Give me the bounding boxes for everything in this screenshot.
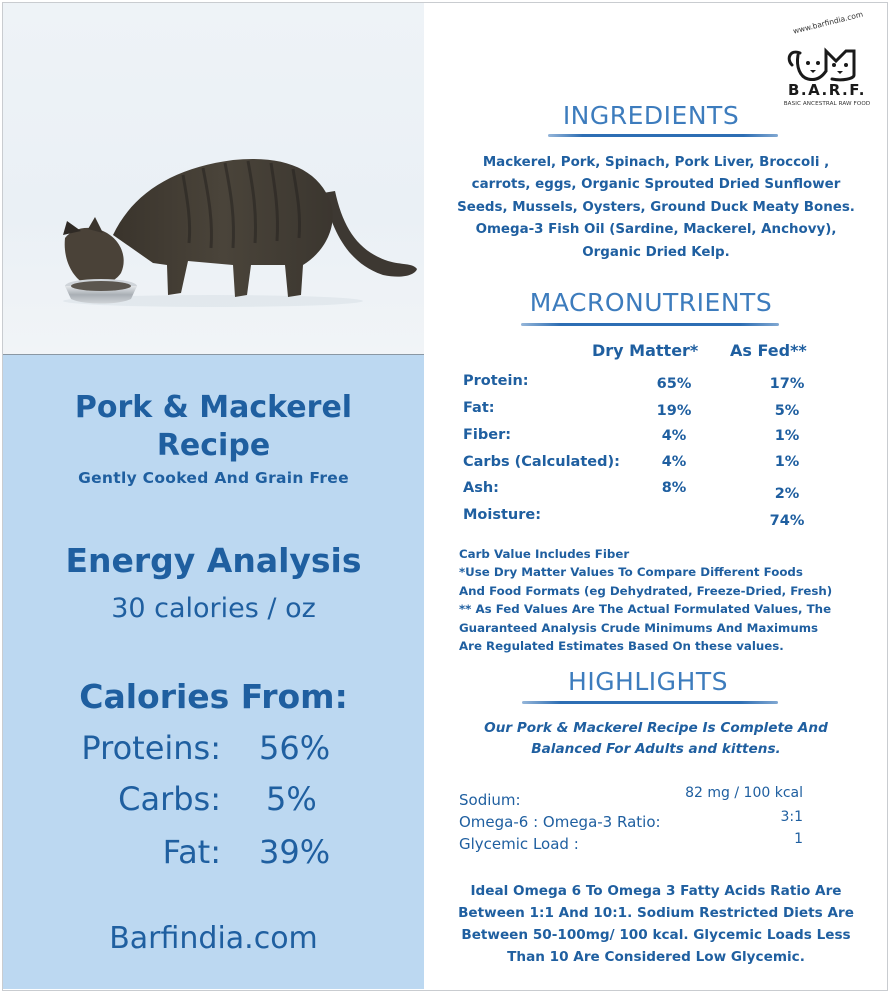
calories-value: 39% — [259, 833, 331, 871]
ingredients-heading: INGREDIENTS — [562, 101, 740, 130]
macro-dry-matter: 8% — [661, 480, 687, 496]
macro-as-fed: 5% — [774, 403, 800, 419]
calories-label: Carbs: — [118, 780, 221, 818]
macro-label: Fat: — [463, 400, 495, 416]
ingredients-line: Organic Dried Kelp. — [582, 244, 730, 260]
macro-as-fed: 74% — [769, 513, 805, 529]
recipe-info-panel — [3, 355, 424, 989]
highlight-value: 1 — [794, 831, 803, 847]
highlight-label: Omega-6 : Omega-3 Ratio: — [459, 813, 661, 831]
macro-label: Fiber: — [463, 427, 512, 443]
footnote-line: ** As Fed Values Are The Actual Formulated Values, The — [459, 602, 832, 617]
ingredients-line: Mackerel, Pork, Spinach, Pork Liver, Broccoli , — [482, 155, 830, 170]
highlights-underline — [522, 701, 778, 704]
calories-label: Proteins: — [81, 729, 221, 767]
calories-from-heading: Calories From: — [79, 677, 348, 716]
highlight-label: Glycemic Load : — [459, 835, 579, 853]
macro-label: Protein: — [463, 373, 529, 389]
recipe-title-line2: Recipe — [156, 428, 271, 463]
right-column — [425, 3, 887, 989]
logo-brand: B.A.R.F. — [788, 81, 866, 99]
ingredients-line: Seeds, Mussels, Oysters, Ground Duck Meaty Bones. — [457, 199, 855, 215]
macronutrients-heading: MACRONUTRIENTS — [529, 288, 773, 317]
ingredients-underline — [548, 134, 778, 137]
macro-as-fed: 17% — [769, 376, 805, 392]
macro-as-fed: 2% — [774, 486, 800, 502]
footnote-line: Carb Value Includes Fiber — [459, 547, 630, 561]
macro-dry-matter: 4% — [661, 454, 687, 470]
macro-dry-matter: 19% — [656, 403, 692, 419]
macro-as-fed: 1% — [774, 454, 800, 470]
recipe-title-line1: Pork & Mackerel — [74, 390, 353, 425]
dry-matter-column-header: Dry Matter* — [592, 341, 699, 360]
recipe-title — [3, 389, 424, 465]
dog-cat-face-icon — [782, 45, 872, 85]
highlight-value: 3:1 — [780, 809, 803, 825]
closing-line: Ideal Omega 6 To Omega 3 Fatty Acids Ratio Are — [470, 883, 842, 899]
footnote-line: *Use Dry Matter Values To Compare Different Foods — [459, 565, 803, 580]
footnote-line: And Food Formats (eg Dehydrated, Freeze-Dried, Fresh) — [459, 583, 833, 598]
highlights-statement-line: Balanced For Adults and kittens. — [531, 741, 781, 757]
logo-url: www.barfindia.com — [792, 9, 864, 36]
footnote-line: Are Regulated Estimates Based On these values. — [459, 639, 784, 654]
energy-value: 30 calories / oz — [111, 593, 316, 624]
left-column — [3, 3, 424, 989]
cat-photo — [3, 3, 424, 355]
calories-value: 5% — [266, 780, 317, 818]
energy-analysis-heading: Energy Analysis — [65, 541, 362, 580]
as-fed-column-header: As Fed** — [730, 341, 807, 360]
macro-dry-matter: 65% — [656, 376, 692, 392]
ingredients-line: carrots, eggs, Organic Sprouted Dried Sunflower — [471, 177, 841, 193]
macro-as-fed: 1% — [774, 428, 800, 444]
website-link[interactable]: Barfindia.com — [109, 921, 318, 956]
macro-label: Moisture: — [463, 507, 542, 523]
calories-value: 56% — [259, 729, 331, 767]
macro-label: Carbs (Calculated): — [463, 454, 620, 470]
highlights-heading: HIGHLIGHTS — [568, 667, 728, 696]
barf-logo — [782, 9, 882, 113]
highlights-closing-note — [425, 880, 887, 968]
closing-line: Than 10 Are Considered Low Glycemic. — [507, 949, 805, 965]
closing-line: Between 1:1 And 10:1. Sodium Restricted Diets Are — [458, 905, 854, 921]
macro-label: Ash: — [463, 480, 499, 496]
highlight-label: Sodium: — [459, 791, 521, 809]
footnote-line: Guaranteed Analysis Crude Minimums And Maximums — [459, 620, 819, 635]
recipe-subtitle: Gently Cooked And Grain Free — [78, 469, 349, 487]
ingredients-line: Omega-3 Fish Oil (Sardine, Mackerel, Anchovy), — [475, 222, 837, 238]
highlights-statement-line: Our Pork & Mackerel Recipe Is Complete And — [484, 720, 828, 736]
macronutrients-underline — [521, 323, 779, 326]
calories-label: Fat: — [162, 833, 221, 871]
macronutrient-footnotes — [459, 545, 879, 655]
cat-eating-illustration-icon — [3, 3, 424, 355]
ingredients-list — [433, 152, 879, 264]
closing-line: Between 50-100mg/ 100 kcal. Glycemic Loads Less — [461, 927, 851, 943]
macro-dry-matter: 4% — [661, 428, 687, 444]
highlight-value: 82 mg / 100 kcal — [685, 785, 803, 801]
logo-tagline: BASIC ANCESTRAL RAW FOOD — [783, 101, 871, 107]
highlights-statement — [425, 718, 887, 760]
